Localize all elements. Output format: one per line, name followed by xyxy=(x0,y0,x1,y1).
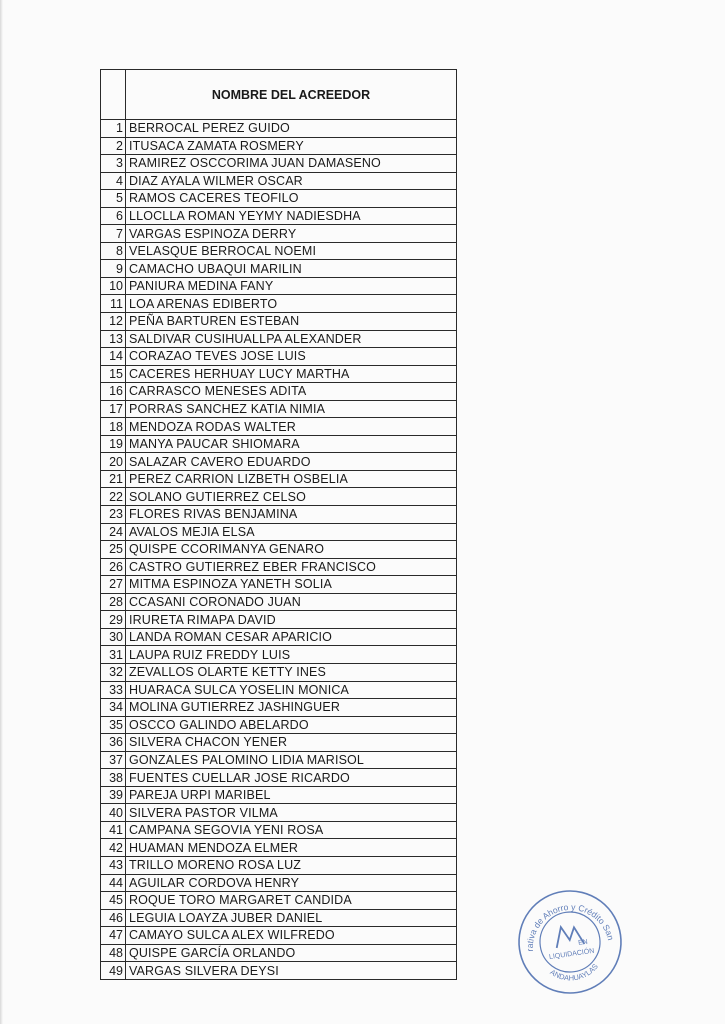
creditor-name-cell: PANIURA MEDINA FANY xyxy=(126,277,457,295)
row-number-cell: 47 xyxy=(101,927,126,945)
row-number-cell: 40 xyxy=(101,804,126,822)
creditor-name-cell: MANYA PAUCAR SHIOMARA xyxy=(126,435,457,453)
table-row xyxy=(101,523,457,541)
row-number-cell: 24 xyxy=(101,523,126,541)
table-row xyxy=(101,769,457,787)
creditor-name-cell: LEGUIA LOAYZA JUBER DANIEL xyxy=(126,909,457,927)
table-row xyxy=(101,611,457,629)
creditor-name-cell: CAMPANA SEGOVIA YENI ROSA xyxy=(126,821,457,839)
creditor-name-cell: HUAMAN MENDOZA ELMER xyxy=(126,839,457,857)
row-number-cell: 32 xyxy=(101,663,126,681)
creditor-name-cell: CORAZAO TEVES JOSE LUIS xyxy=(126,348,457,366)
creditor-name-cell: AGUILAR CORDOVA HENRY xyxy=(126,874,457,892)
table-row xyxy=(101,120,457,138)
table-row xyxy=(101,558,457,576)
row-number-cell: 10 xyxy=(101,277,126,295)
table-row xyxy=(101,821,457,839)
seal-outer-text: Cooperativa de Ahorro y Crédito San xyxy=(524,901,616,952)
row-number-cell: 48 xyxy=(101,944,126,962)
row-number-cell: 46 xyxy=(101,909,126,927)
creditor-name-cell: VARGAS SILVERA DEYSI xyxy=(126,962,457,980)
creditor-name-cell: BERROCAL PEREZ GUIDO xyxy=(126,120,457,138)
row-number-cell: 22 xyxy=(101,488,126,506)
row-number-cell: 25 xyxy=(101,541,126,559)
row-number-cell: 4 xyxy=(101,172,126,190)
table-row xyxy=(101,172,457,190)
row-number-cell: 15 xyxy=(101,365,126,383)
row-number-cell: 5 xyxy=(101,190,126,208)
creditor-name-cell: ROQUE TORO MARGARET CANDIDA xyxy=(126,892,457,910)
creditor-name-cell: ITUSACA ZAMATA ROSMERY xyxy=(126,137,457,155)
table-row xyxy=(101,892,457,910)
creditor-name-cell: CACERES HERHUAY LUCY MARTHA xyxy=(126,365,457,383)
table-row xyxy=(101,207,457,225)
creditor-name-cell: SALAZAR CAVERO EDUARDO xyxy=(126,453,457,471)
row-number-cell: 19 xyxy=(101,435,126,453)
table-row xyxy=(101,190,457,208)
row-number-cell: 1 xyxy=(101,120,126,138)
table-row xyxy=(101,699,457,717)
table-row xyxy=(101,786,457,804)
creditor-name-cell: DIAZ AYALA WILMER OSCAR xyxy=(126,172,457,190)
table-row xyxy=(101,944,457,962)
creditor-name-cell: CASTRO GUTIERREZ EBER FRANCISCO xyxy=(126,558,457,576)
creditor-name-cell: CARRASCO MENESES ADITA xyxy=(126,383,457,401)
table-row xyxy=(101,681,457,699)
creditor-name-cell: GONZALES PALOMINO LIDIA MARISOL xyxy=(126,751,457,769)
row-number-cell: 23 xyxy=(101,506,126,524)
row-number-cell: 30 xyxy=(101,628,126,646)
creditor-name-cell: LANDA ROMAN CESAR APARICIO xyxy=(126,628,457,646)
table-row xyxy=(101,716,457,734)
row-number-cell: 33 xyxy=(101,681,126,699)
table-row xyxy=(101,628,457,646)
row-number-cell: 45 xyxy=(101,892,126,910)
creditor-name-cell: AVALOS MEJIA ELSA xyxy=(126,523,457,541)
table-row xyxy=(101,313,457,331)
header-name-cell: NOMBRE DEL ACREEDOR xyxy=(126,70,457,120)
row-number-cell: 12 xyxy=(101,313,126,331)
creditor-name-cell: CAMACHO UBAQUI MARILIN xyxy=(126,260,457,278)
row-number-cell: 29 xyxy=(101,611,126,629)
creditor-name-cell: HUARACA SULCA YOSELIN MONICA xyxy=(126,681,457,699)
table-row xyxy=(101,225,457,243)
row-number-cell: 26 xyxy=(101,558,126,576)
page-edge-shadow xyxy=(0,0,3,1024)
creditor-name-cell: MOLINA GUTIERREZ JASHINGUER xyxy=(126,699,457,717)
creditor-name-cell: RAMIREZ OSCCORIMA JUAN DAMASENO xyxy=(126,155,457,173)
creditor-name-cell: SALDIVAR CUSIHUALLPA ALEXANDER xyxy=(126,330,457,348)
row-number-cell: 31 xyxy=(101,646,126,664)
table-row xyxy=(101,874,457,892)
row-number-cell: 3 xyxy=(101,155,126,173)
row-number-cell: 41 xyxy=(101,821,126,839)
table-body xyxy=(101,120,457,980)
table-row xyxy=(101,839,457,857)
table-row xyxy=(101,383,457,401)
creditor-name-cell: SILVERA CHACON YENER xyxy=(126,734,457,752)
row-number-cell: 28 xyxy=(101,593,126,611)
row-number-cell: 35 xyxy=(101,716,126,734)
row-number-cell: 11 xyxy=(101,295,126,313)
row-number-cell: 49 xyxy=(101,962,126,980)
table-row xyxy=(101,663,457,681)
row-number-cell: 42 xyxy=(101,839,126,857)
table-row xyxy=(101,488,457,506)
row-number-cell: 8 xyxy=(101,242,126,260)
row-number-cell: 34 xyxy=(101,699,126,717)
table-row xyxy=(101,330,457,348)
table-row xyxy=(101,646,457,664)
table-row xyxy=(101,155,457,173)
seal-bottom-text: ANDAHUAYLAS xyxy=(548,961,600,983)
table-row xyxy=(101,962,457,980)
creditor-name-cell: PAREJA URPI MARIBEL xyxy=(126,786,457,804)
table-row xyxy=(101,418,457,436)
table-row xyxy=(101,734,457,752)
row-number-cell: 2 xyxy=(101,137,126,155)
table-row xyxy=(101,348,457,366)
table-row xyxy=(101,804,457,822)
seal-inner-text-1: EN xyxy=(577,938,589,947)
creditor-name-cell: IRURETA RIMAPA DAVID xyxy=(126,611,457,629)
row-number-cell: 16 xyxy=(101,383,126,401)
row-number-cell: 9 xyxy=(101,260,126,278)
creditor-name-cell: ZEVALLOS OLARTE KETTY INES xyxy=(126,663,457,681)
table-row xyxy=(101,576,457,594)
row-number-cell: 37 xyxy=(101,751,126,769)
creditor-name-cell: RAMOS CACERES TEOFILO xyxy=(126,190,457,208)
creditor-name-cell: TRILLO MORENO ROSA LUZ xyxy=(126,856,457,874)
row-number-cell: 20 xyxy=(101,453,126,471)
table-row xyxy=(101,400,457,418)
creditor-name-cell: LOA ARENAS EDIBERTO xyxy=(126,295,457,313)
row-number-cell: 44 xyxy=(101,874,126,892)
creditor-name-cell: MENDOZA RODAS WALTER xyxy=(126,418,457,436)
table-row xyxy=(101,435,457,453)
row-number-cell: 14 xyxy=(101,348,126,366)
creditor-name-cell: SILVERA PASTOR VILMA xyxy=(126,804,457,822)
row-number-cell: 18 xyxy=(101,418,126,436)
row-number-cell: 39 xyxy=(101,786,126,804)
row-number-cell: 27 xyxy=(101,576,126,594)
creditor-name-cell: VELASQUE BERROCAL NOEMI xyxy=(126,242,457,260)
table-row xyxy=(101,295,457,313)
creditor-name-cell: PORRAS SANCHEZ KATIA NIMIA xyxy=(126,400,457,418)
table-row xyxy=(101,909,457,927)
table-row xyxy=(101,927,457,945)
table-row xyxy=(101,856,457,874)
row-number-cell: 6 xyxy=(101,207,126,225)
row-number-cell: 21 xyxy=(101,470,126,488)
table-header-row xyxy=(101,70,457,120)
creditor-name-cell: PEÑA BARTUREN ESTEBAN xyxy=(126,313,457,331)
row-number-cell: 13 xyxy=(101,330,126,348)
creditor-name-cell: OSCCO GALINDO ABELARDO xyxy=(126,716,457,734)
cooperative-seal xyxy=(516,888,624,996)
row-number-cell: 43 xyxy=(101,856,126,874)
creditor-name-cell: VARGAS ESPINOZA DERRY xyxy=(126,225,457,243)
row-number-cell: 38 xyxy=(101,769,126,787)
table-row xyxy=(101,506,457,524)
creditor-name-cell: QUISPE GARCÍA ORLANDO xyxy=(126,944,457,962)
row-number-cell: 36 xyxy=(101,734,126,752)
creditor-name-cell: MITMA ESPINOZA YANETH SOLIA xyxy=(126,576,457,594)
table-row xyxy=(101,593,457,611)
table-row xyxy=(101,365,457,383)
creditor-name-cell: PEREZ CARRION LIZBETH OSBELIA xyxy=(126,470,457,488)
table-row xyxy=(101,277,457,295)
row-number-cell: 7 xyxy=(101,225,126,243)
creditor-name-cell: QUISPE CCORIMANYA GENARO xyxy=(126,541,457,559)
table-row xyxy=(101,242,457,260)
creditor-name-cell: CAMAYO SULCA ALEX WILFREDO xyxy=(126,927,457,945)
table-row xyxy=(101,137,457,155)
row-number-cell: 17 xyxy=(101,400,126,418)
creditor-name-cell: CCASANI CORONADO JUAN xyxy=(126,593,457,611)
creditor-name-cell: SOLANO GUTIERREZ CELSO xyxy=(126,488,457,506)
creditor-name-cell: LLOCLLA ROMAN YEYMY NADIESDHA xyxy=(126,207,457,225)
creditor-name-cell: FLORES RIVAS BENJAMINA xyxy=(126,506,457,524)
table-row xyxy=(101,751,457,769)
table-row xyxy=(101,470,457,488)
table-row xyxy=(101,541,457,559)
table-row xyxy=(101,260,457,278)
seal-inner-text-2: LIQUIDACIÓN xyxy=(548,947,595,962)
creditor-name-cell: LAUPA RUIZ FREDDY LUIS xyxy=(126,646,457,664)
table-row xyxy=(101,453,457,471)
creditors-table xyxy=(100,69,457,980)
header-number-cell xyxy=(101,70,126,120)
creditor-name-cell: FUENTES CUELLAR JOSE RICARDO xyxy=(126,769,457,787)
